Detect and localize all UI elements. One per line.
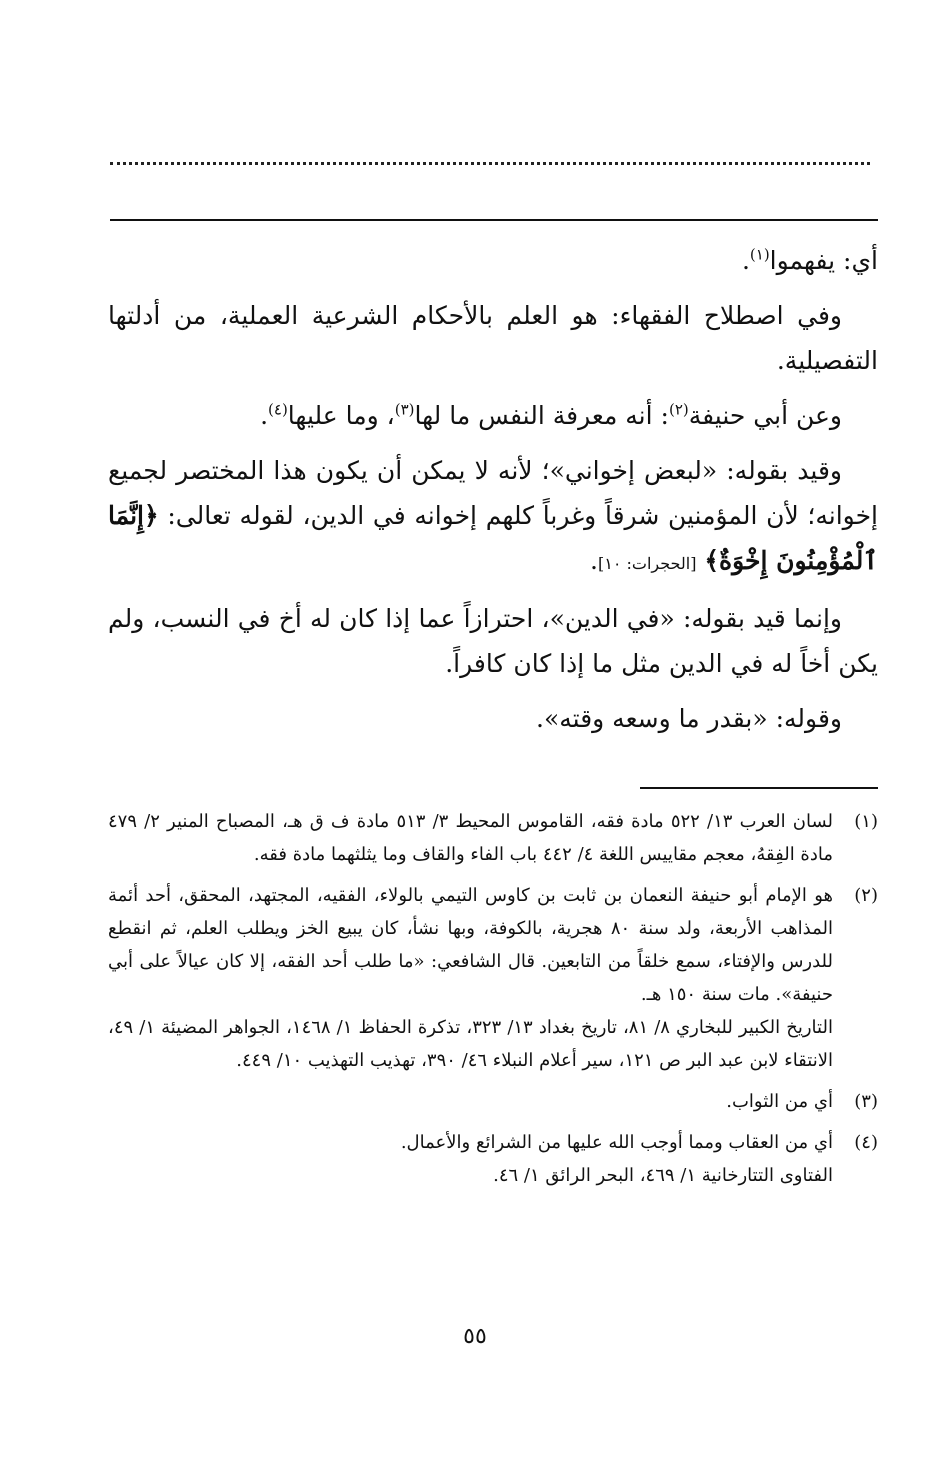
paragraph-2: وفي اصطلاح الفقهاء: هو العلم بالأحكام الشرعية العملية، من أدلتها التفصيلية. xyxy=(108,301,878,375)
footnote-text: هو الإمام أبو حنيفة النعمان بن ثابت بن كاوس التيمي بالولاء، الفقيه، المجتهد، المحقق، أحد أئمة المذاهب الأربعة، ولد سنة ٨٠ هجرية، بالكوفة، وبها نشأ، كان يبيع الخز ويطلب العلم، ثم انقطع للدرس والإفتاء، سمع خلقاً من التابعين. قال الشافعي: «ما طلب أحد الفقه، إلا كان عيالاً على أبي حنيفة». مات سنة ١٥٠ هـ. xyxy=(108,885,833,1005)
footnote-number: (٤) xyxy=(854,1132,878,1153)
paragraph-4: وقيد بقوله: «لبعض إخواني»؛ لأنه لا يمكن أن يكون هذا المختصر لجميع إخوانه؛ لأن المؤمنين شرقاً وغرباً كلهم إخوانه في الدين، لقوله تعالى: ﴿إِنَّمَا ٱلْمُؤْمِنُونَ إِخْوَةٌ﴾ [الحجرات: ١٠]. xyxy=(108,456,878,575)
quran-verse: ﴿إِنَّمَا ٱلْمُؤْمِنُونَ إِخْوَةٌ﴾ xyxy=(108,501,878,575)
footnote-2 xyxy=(108,879,878,1077)
footnote-number: (٢) xyxy=(854,885,878,906)
footnote-ref-1: (١) xyxy=(749,245,770,264)
footnote-4 xyxy=(108,1126,878,1192)
footnote-text: لسان العرب ١٣/ ٥٢٢ مادة فقه، القاموس المحيط ٣/ ٥١٣ مادة ف ق هـ، المصباح المنير ٢/ ٤٧٩ مادة الفِقهُ، معجم مقاييس اللغة ٤/ ٤٤٢ باب الفاء والقاف وما يثلثهما مادة فقه. xyxy=(108,811,834,865)
footnote-ref-2: (٢) xyxy=(668,400,689,419)
footnote-number: (١) xyxy=(854,811,878,832)
footnote-sources: الفتاوى التتارخانية ١/ ٤٦٩، البحر الرائق ١/ ٤٦. xyxy=(493,1165,833,1186)
footnote-text: أي من الثواب. xyxy=(726,1091,833,1112)
footnote-sources: التاريخ الكبير للبخاري ٨/ ٨١، تاريخ بغداد ١٣/ ٣٢٣، تذكرة الحفاظ ١/ ١٤٦٨، الجواهر المضيئة ١/ ٤٩، الانتقاء لابن عبد البر ص ١٢١، سير أعلام النبلاء ٤٦/ ٣٩٠، تهذيب التهذيب ١٠/ ٤٤٩. xyxy=(108,1017,833,1071)
verse-reference: [الحجرات: ١٠] xyxy=(597,554,697,573)
main-text xyxy=(108,238,878,741)
footnote-ref-3: (٣) xyxy=(394,400,415,419)
paragraph-6: وقوله: «بقدر ما وسعه وقته». xyxy=(536,704,842,733)
footnote-1 xyxy=(108,805,878,871)
page-number: ٥٥ xyxy=(463,1324,487,1349)
footnote-ref-4: (٤) xyxy=(268,400,288,419)
footnote-rule xyxy=(640,787,878,789)
footnote-number: (٣) xyxy=(854,1091,878,1112)
footnote-3 xyxy=(108,1085,878,1118)
paragraph-3: وعن أبي حنيفة$^{(٢)}$: أنه معرفة النفس ما لها$^{(٣)}$، وما عليها$^{(٤)}$. xyxy=(260,400,842,430)
footnote-text: أي من العقاب ومما أوجب الله عليها من الشرائع والأعمال. xyxy=(400,1132,833,1153)
dotted-separator xyxy=(110,162,870,165)
footnotes xyxy=(108,805,878,1200)
paragraph-1: أي: يفهموا$^{(١)}$. xyxy=(741,245,878,275)
paragraph-5: وإنما قيد بقوله: «في الدين»، احترازاً عما إذا كان له أخ في النسب، ولم يكن أخاً له في الدين مثل ما إذا كان كافراً. xyxy=(108,604,878,678)
header-rule xyxy=(110,219,878,221)
